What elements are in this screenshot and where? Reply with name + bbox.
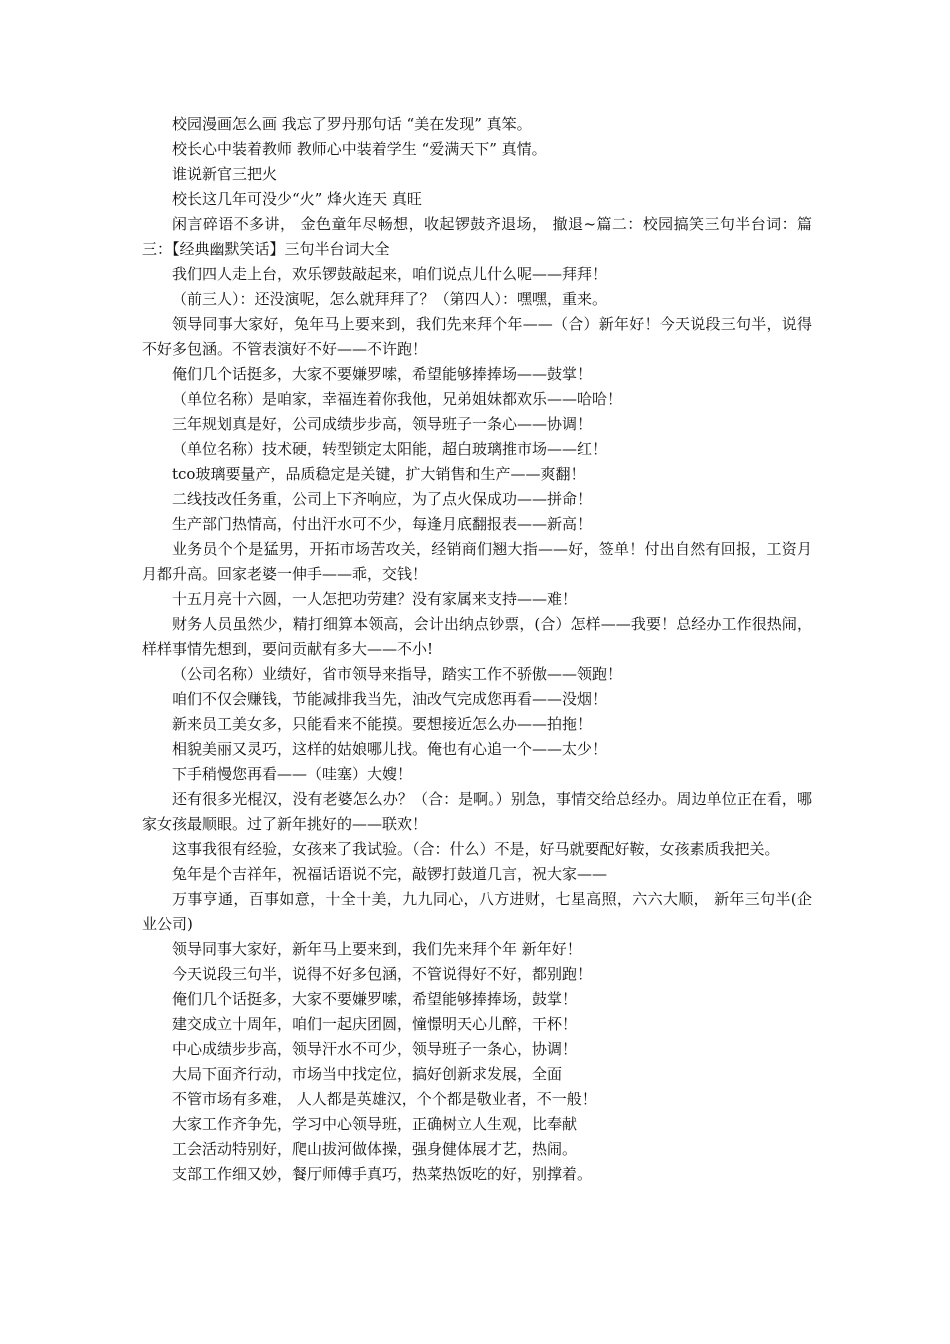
paragraph: 俺们几个话挺多，大家不要嫌罗嗦，希望能够捧捧场，鼓掌！ bbox=[172, 990, 578, 1008]
paragraph: 校长这几年可没少“火” 烽火连天 真旺 bbox=[172, 190, 422, 208]
paragraph: 新来员工美女多，只能看来不能摸。要想接近怎么办——拍拖！ bbox=[172, 715, 593, 733]
paragraph: 俺们几个话挺多，大家不要嫌罗嗦，希望能够捧捧场——鼓掌！ bbox=[172, 365, 593, 383]
paragraph: 大局下面齐行动，市场当中找定位，搞好创新求发展，全面 bbox=[172, 1065, 563, 1083]
paragraph: （单位名称）是咱家，幸福连着你我他，兄弟姐妹都欢乐——哈哈！ bbox=[172, 390, 623, 408]
paragraph: 三年规划真是好，公司成绩步步高，领导班子一条心——协调！ bbox=[172, 415, 593, 433]
paragraph: 校长心中装着教师 教师心中装着学生 “爱满天下” 真情。 bbox=[172, 140, 547, 158]
paragraph: 领导同事大家好，兔年马上要来到，我们先来拜个年——（合）新年好！今天说段三句半，说得不好多包涵。不管表演好不好——不许跑！ bbox=[142, 315, 812, 358]
paragraph: 谁说新官三把火 bbox=[172, 165, 278, 183]
document-body bbox=[142, 112, 812, 1187]
paragraph: 相貌美丽又灵巧，这样的姑娘哪儿找。俺也有心追一个——太少！ bbox=[172, 740, 608, 758]
paragraph: 领导同事大家好，新年马上要来到，我们先来拜个年 新年好！ bbox=[172, 940, 582, 958]
paragraph: 校园漫画怎么画 我忘了罗丹那句话 “美在发现” 真笨。 bbox=[172, 115, 532, 133]
paragraph: 生产部门热情高，付出汗水可不少，每逢月底翻报表——新高！ bbox=[172, 515, 593, 533]
paragraph: 闲言碎语不多讲， 金色童年尽畅想，收起锣鼓齐退场， 撤退~篇二：校园搞笑三句半台词：篇三：【经典幽默笑话】三句半台词大全 bbox=[142, 215, 812, 258]
paragraph: 咱们不仅会赚钱，节能减排我当先，油改气完成您再看——没烟！ bbox=[172, 690, 608, 708]
paragraph: 业务员个个是猛男，开拓市场苦攻关，经销商们翘大指——好，签单！付出自然有回报，工资月月都升高。回家老婆一伸手——乖，交钱！ bbox=[142, 540, 812, 583]
paragraph: 十五月亮十六圆，一人怎把功劳建？没有家属来支持——难！ bbox=[172, 590, 578, 608]
paragraph: （单位名称）技术硬，转型锁定太阳能，超白玻璃推市场——红！ bbox=[172, 440, 608, 458]
paragraph: 今天说段三句半，说得不好多包涵，不管说得好不好，都别跑！ bbox=[172, 965, 593, 983]
paragraph: 下手稍慢您再看——（哇塞）大嫂！ bbox=[172, 765, 413, 783]
paragraph: 我们四人走上台，欢乐锣鼓敲起来，咱们说点儿什么呢——拜拜！ bbox=[172, 265, 608, 283]
paragraph: tco玻璃要量产，品质稳定是关键，扩大销售和生产——爽翻！ bbox=[172, 465, 586, 483]
paragraph: 财务人员虽然少，精打细算本领高，会计出纳点钞票，(合）怎样——我要！总经办工作很热闹，样样事情先想到，要问贡献有多大——不小! bbox=[142, 615, 812, 658]
paragraph: 二线技改任务重，公司上下齐响应，为了点火保成功——拼命！ bbox=[172, 490, 593, 508]
paragraph: 还有很多光棍汉，没有老婆怎么办？（合：是啊。）别急，事情交给总经办。周边单位正在看，哪家女孩最顺眼。过了新年挑好的——联欢！ bbox=[142, 790, 812, 833]
paragraph: 不管市场有多难， 人人都是英雄汉，个个都是敬业者，不一般！ bbox=[172, 1090, 597, 1108]
paragraph: 万事亨通，百事如意，十全十美，九九同心，八方进财，七星高照，六六大顺， 新年三句半(企业公司) bbox=[142, 890, 812, 933]
paragraph: 中心成绩步步高，领导汗水不可少，领导班子一条心，协调！ bbox=[172, 1040, 578, 1058]
paragraph: 大家工作齐争先，学习中心领导班，正确树立人生观，比奉献 bbox=[172, 1115, 578, 1133]
paragraph: （公司名称）业绩好，省市领导来指导，踏实工作不骄傲——领跑！ bbox=[172, 665, 623, 683]
paragraph: 兔年是个吉祥年，祝福话语说不完，敲锣打鼓道几言，祝大家—— bbox=[172, 865, 608, 883]
paragraph: 这事我很有经验，女孩来了我试验。（合：什么）不是，好马就要配好鞍，女孩素质我把关。 bbox=[172, 840, 780, 858]
paragraph: 支部工作细又妙，餐厅师傅手真巧，热菜热饭吃的好，别撑着。 bbox=[172, 1165, 593, 1183]
paragraph: （前三人）：还没演呢，怎么就拜拜了？（第四人）：嘿嘿，重来。 bbox=[172, 290, 608, 308]
paragraph: 建交成立十周年，咱们一起庆团圆，憧憬明天心儿醉，干杯！ bbox=[172, 1015, 578, 1033]
paragraph: 工会活动特别好，爬山拔河做体操，强身健体展才艺，热闹。 bbox=[172, 1140, 578, 1158]
